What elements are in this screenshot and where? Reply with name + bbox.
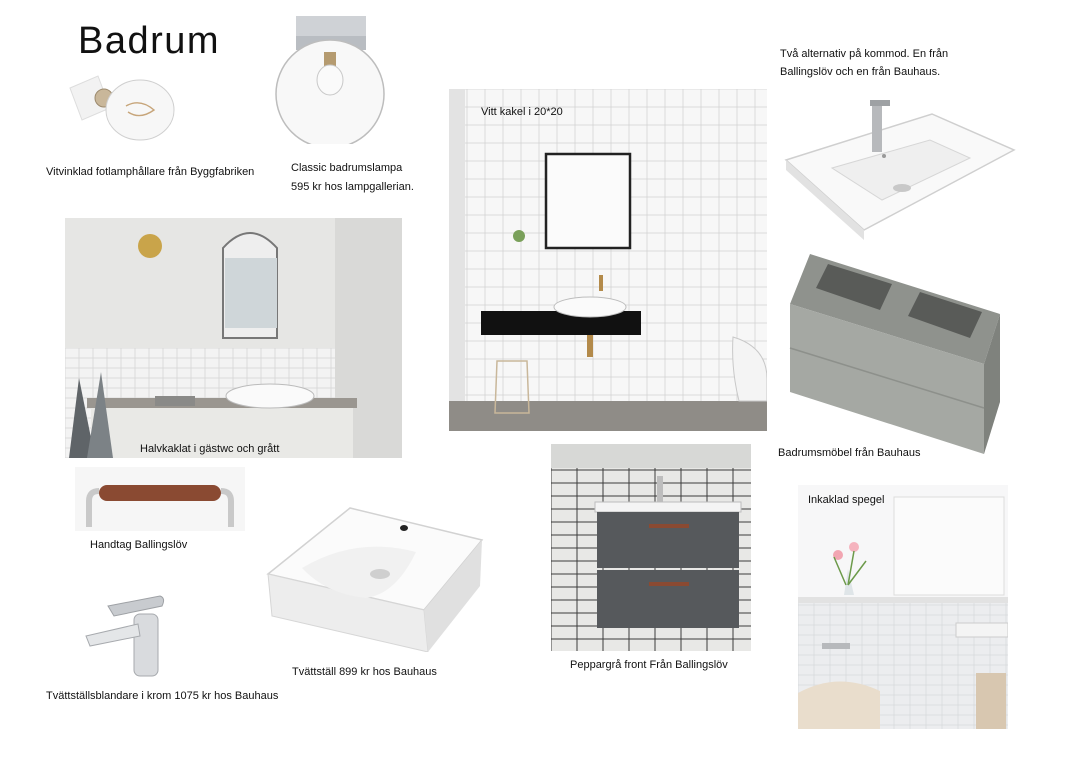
- washbasin-top-image: [782, 96, 1016, 240]
- caption-alternatives-2: Ballingslöv och en från Bauhaus.: [780, 66, 941, 78]
- caption-alternatives-1: Två alternativ på kommod. En från: [780, 48, 949, 60]
- white-tile-bathroom-image: [449, 89, 767, 431]
- caption-lamp-1: Classic badrumslampa: [291, 162, 403, 174]
- caption-lampholder: Vitvinklad fotlamphållare från Byggfabriken: [46, 166, 255, 178]
- caption-faucet: Tvättställsblandare i krom 1075 kr hos Bauhaus: [46, 690, 279, 702]
- caption-tiles: Vitt kakel i 20*20: [481, 106, 563, 118]
- caption-handle: Handtag Ballingslöv: [90, 539, 188, 551]
- inset-mirror-image: [798, 485, 1008, 729]
- caption-sink: Tvättställ 899 kr hos Bauhaus: [292, 666, 437, 678]
- caption-front: Peppargrå front Från Ballingslöv: [570, 659, 728, 671]
- globe-lamp-image: [272, 14, 386, 144]
- caption-lamp-2: 595 kr hos lampgallerian.: [291, 181, 414, 193]
- halfwall-bathroom-image: [65, 218, 402, 458]
- page-title: Badrum: [78, 20, 221, 62]
- caption-halfwall: Halvkaklat i gästwc och grått: [140, 443, 280, 455]
- grey-cabinet-image: [788, 252, 1000, 454]
- caption-mirror: Inkaklad spegel: [808, 494, 885, 506]
- sink-image: [266, 506, 484, 652]
- lampholder-image: [68, 68, 178, 150]
- faucet-image: [84, 590, 170, 678]
- caption-cabinet: Badrumsmöbel från Bauhaus: [778, 447, 921, 459]
- pepper-grey-front-image: [551, 444, 751, 651]
- handle-image: [75, 467, 245, 531]
